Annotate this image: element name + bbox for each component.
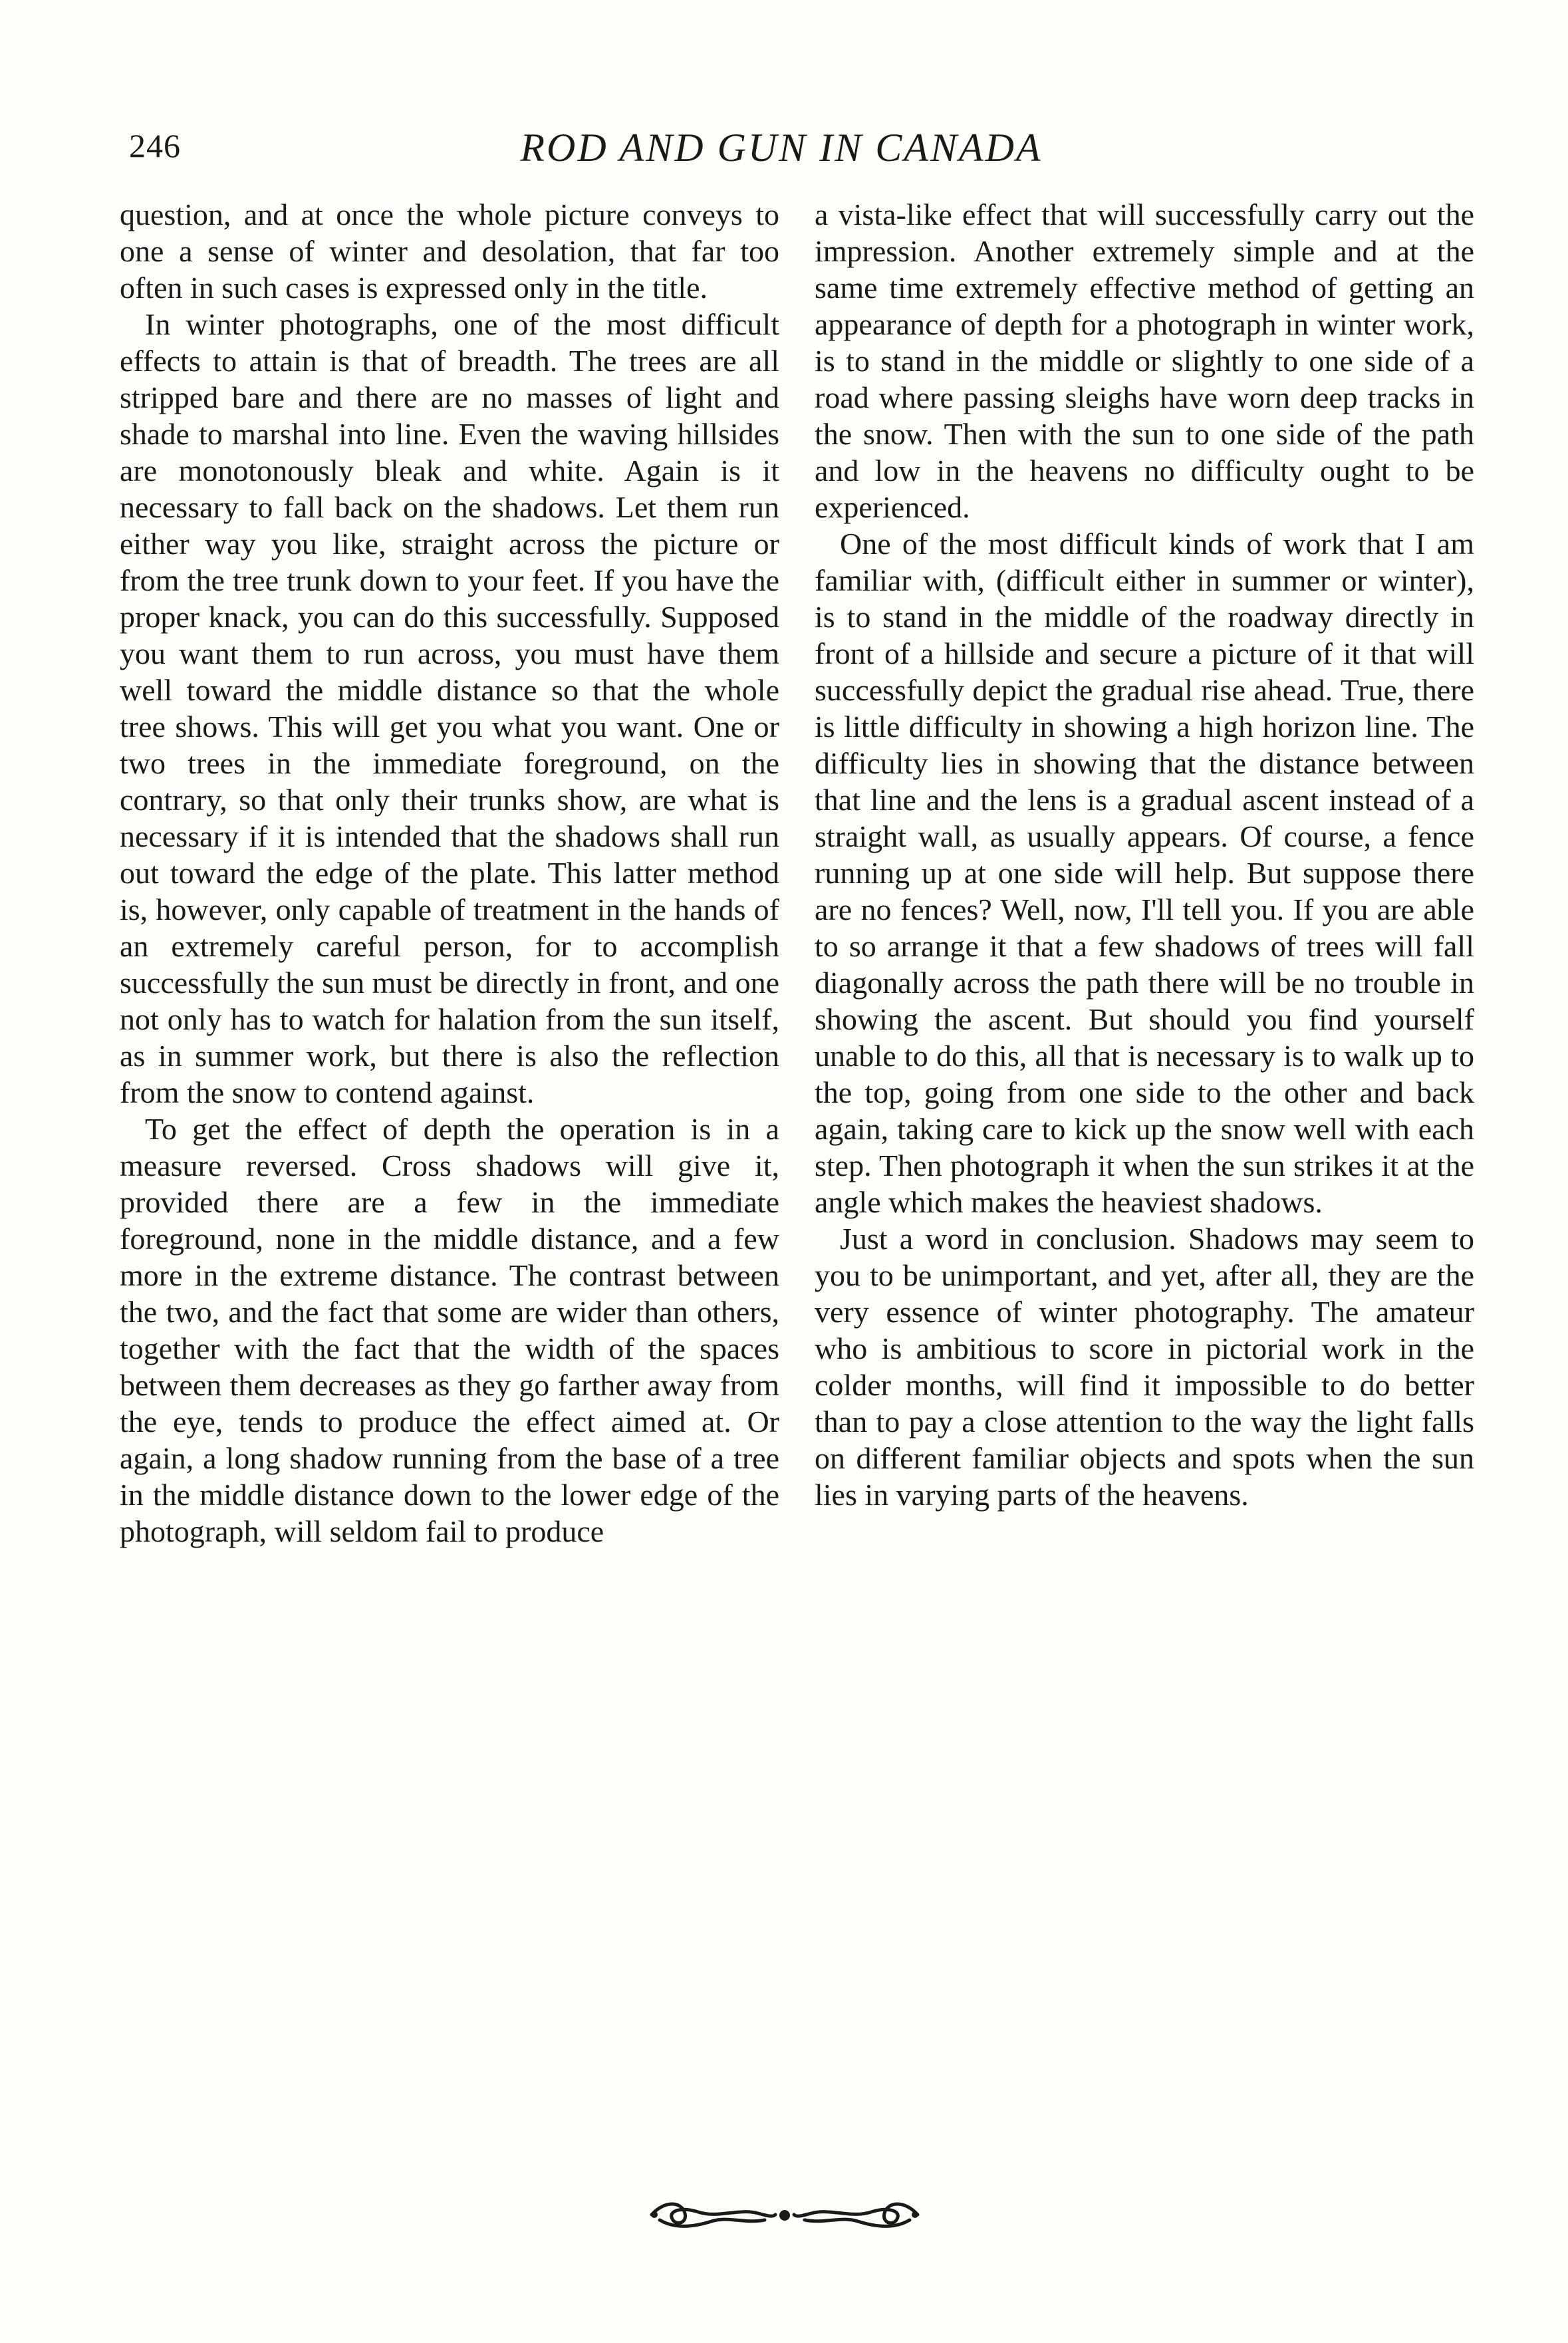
right-column	[815, 196, 1474, 1513]
left-column	[120, 196, 779, 1550]
running-title: ROD AND GUN IN CANADA	[520, 126, 1043, 170]
paragraph: To get the effect of depth the operation is in a measure reversed. Cross shadows will give it, provided there are a few in the immediate foreground, none in the middle distance, and a few more in the extreme distance. The contrast between the two, and the fact that some are wider than others, together with the fact that the width of the spaces between them decreases as they go farther away from the eye, tends to produce the effect aimed at. Or again, a long shadow running from the base of a tree in the middle distance down to the lower edge of the photograph, will seldom fail to produce	[120, 1112, 779, 1548]
page-number: 246	[129, 127, 181, 164]
paragraph: question, and at once the whole picture conveys to one a sense of winter and desolation, that far too often in such cases is expressed only in the title.	[120, 198, 779, 305]
paragraph: a vista-like effect that will successfully carry out the impression. Another extremely simple and at the same time extremely effective method of getting an appearance of depth for a photograph in winter work, is to stand in the middle or slightly to one side of a road where passing sleighs have worn deep tracks in the snow. Then with the sun to one side of the path and low in the heavens no difficulty ought to be experienced.	[815, 198, 1474, 524]
paragraph: One of the most difficult kinds of work that I am familiar with, (difficult either in summer or winter), is to stand in the middle of the roadway directly in front of a hillside and secure a picture of it that will successfully depict the gradual rise ahead. True, there is little difficulty in showing a high horizon line. The difficulty lies in showing that the distance between that line and the lens is a gradual ascent instead of a straight wall, as usually appears. Of course, a fence running up at one side will help. But suppose there are no fences? Well, now, I'll tell you. If you are able to so arrange it that a few shadows of trees will fall diagonally across the path there will be no trouble in showing the ascent. But should you find yourself unable to do this, all that is necessary is to walk up to the top, going from one side to the other and back again, taking care to kick up the snow well with each step. Then photograph it when the sun strikes it at the angle which makes the heaviest shadows.	[815, 527, 1474, 1219]
end-ornament-icon	[645, 2195, 924, 2235]
paragraph: In winter photographs, one of the most difficult effects to attain is that of breadth. The trees are all stripped bare and there are no masses of light and shade to marshal into line. Even the waving hillsides are monotonously bleak and white. Again is it necessary to fall back on the shadows. Let them run either way you like, straight across the picture or from the tree trunk down to your feet. If you have the proper knack, you can do this successfully. Supposed you want them to run across, you must have them well toward the middle distance so that the whole tree shows. This will get you what you want. One or two trees in the immediate foreground, on the contrary, so that only their trunks show, are what is necessary if it is intended that the shadows shall run out toward the edge of the plate. This latter method is, however, only capable of treatment in the hands of an extremely careful person, for to accomplish successfully the sun must be directly in front, and one not only has to watch for halation from the sun itself, as in summer work, but there is also the reflection from the snow to contend against.	[120, 307, 779, 1109]
paragraph: Just a word in conclusion. Shadows may seem to you to be unimportant, and yet, after all, they are the very essence of winter photography. The amateur who is ambitious to score in pictorial work in the colder months, will find it impossible to do better than to pay a close attention to the way the light falls on different familiar objects and spots when the sun lies in varying parts of the heavens.	[815, 1222, 1474, 1512]
page-header	[120, 120, 1443, 180]
